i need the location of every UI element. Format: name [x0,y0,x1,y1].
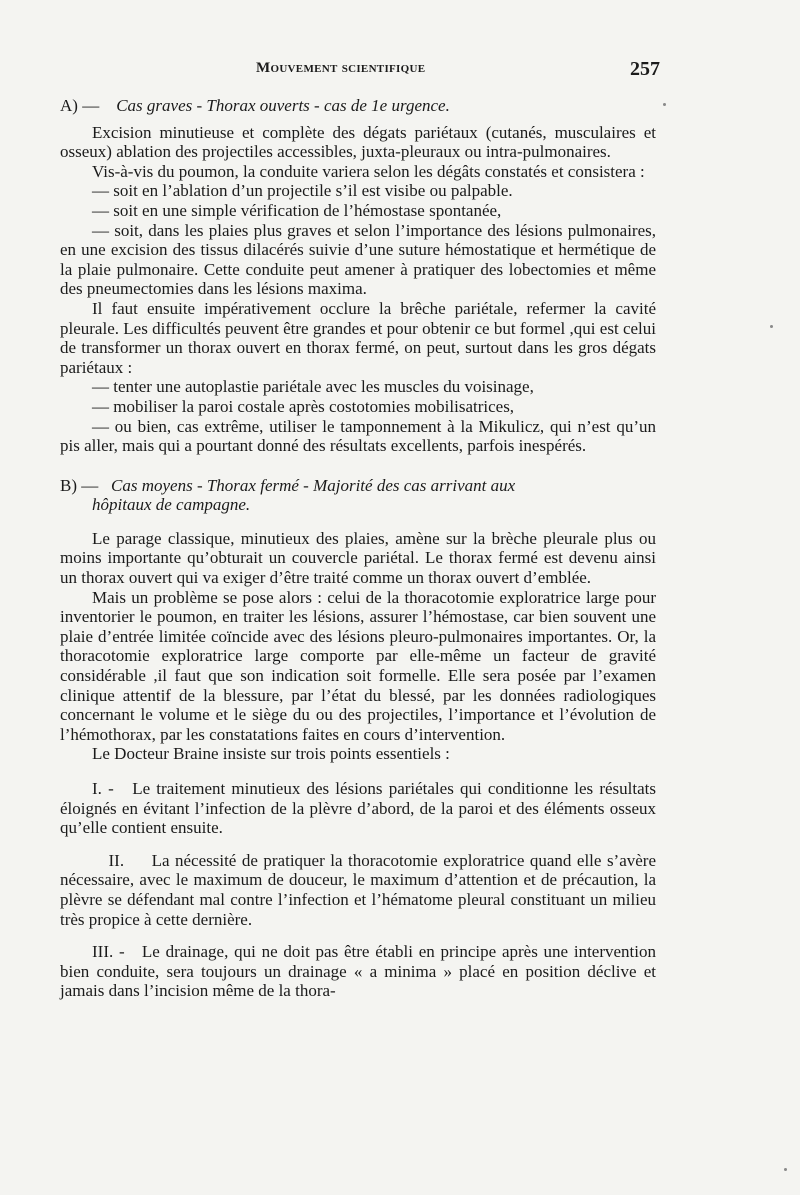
point-2-label: II. [108,850,125,870]
page-number: 257 [630,58,660,80]
paragraph: Excision minutieuse et complète des dégats pariétaux (cutanés, musculaires et osseux) ablation des projectiles accessibles, juxta-pleuraux ou intra-pulmonaires. [60,122,656,162]
list-item: — mobiliser la paroi costale après costotomies mobilisatrices, [92,396,515,416]
point-2-text: La nécessité de pratiquer la thoracotomie exploratrice quand elle s’avère nécessaire, avec le maximum de douceur, le maximum d’attention et de précaution, la plèvre se défendant mal contre l’infection et l’hématome pleural constituant un milieu très propice à cette dernière. [60,850,657,929]
section-b-label: B) — [60,475,99,495]
paragraph: Il faut ensuite impérativement occlure la brêche pariétale, refermer la cavité pleurale. Les difficultés peuvent être grandes et pour obtenir ce but formel ,qui est celui de transformer un thorax ouvert en thorax fermé, on peut, surtout dans les gros dégats pariétaux : [60,298,656,377]
point-1 [60,779,656,838]
paragraph: Le Docteur Braine insiste sur trois points essentiels : [92,744,450,764]
page-header [60,60,660,84]
section-a-title: Cas graves - Thorax ouverts - cas de 1e urgence. [116,96,450,115]
section-a-heading [60,96,656,116]
paragraph: Vis-à-vis du poumon, la conduite variera selon les dégâts constatés et consistera : [92,161,645,181]
speck-mark [784,1168,787,1171]
point-1-label: I. - [92,779,114,798]
speck-mark [663,103,666,106]
paragraph: Mais un problème se pose alors : celui de la thoracotomie exploratrice large pour inventorier le poumon, en traiter les lésions, assurer l’hémostase, car bien souvent une plaie d’entrée limitée coïncide avec des lésions pleuro-pulmonaires importantes. Or, la thoracotomie exploratrice large comporte par elle-même un facteur de gravité considérable ,il faut que son indication soit formelle. Elle sera posée par l’examen clinique attentif de la blessure, par l’état du blessé, par les données radiologiques concernant le volume et le siège du ou des projectiles, l’importance et l’évolution de l’hémothorax, par les constatations faites en cours d’intervention. [60,587,656,744]
list-item: — soit en l’ablation d’un projectile s’il est visibe ou palpable. [92,181,513,201]
point-2 [60,851,656,929]
point-3-label: III. - [92,942,125,962]
list-item: — soit, dans les plaies plus graves et selon l’importance des lésions pulmonaires, en une excision des tissus dilacérés suivie d’une suture hémostatique et hermétique de la plaie pulmonaire. Cette conduite peut amener à pratiquer des lobectomies et même des pneumectomies dans les lésions maxima. [60,220,656,299]
paragraph: Le parage classique, minutieux des plaies, amène sur la brèche pleurale plus ou moins importante qu’obturait un couvercle pariétal. Le thorax fermé est devenu ainsi un thorax ouvert qui va exiger d’être traité comme un thorax ouvert d’emblée. [60,528,656,588]
section-b-title-line1: Cas moyens - Thorax fermé - Majorité des cas arrivant aux [111,475,516,495]
section-b-title-line2: hôpitaux de campagne. [92,495,251,515]
running-title: Mouvement scientifique [256,60,426,76]
point-3 [60,942,656,1001]
list-item: — ou bien, cas extrême, utiliser le tamponnement à la Mikulicz, qui n’est qu’un pis aller, mais qui a pourtant donné des résultats excellents, parfois inespérés. [60,416,656,456]
section-b-heading [60,476,656,515]
section-a-label: A) — [60,96,100,115]
list-item: — soit en une simple vérification de l’hémostase spontanée, [92,200,502,220]
point-3-text: Le drainage, qui ne doit pas être établi en principe après une intervention bien conduite, sera toujours un drainage « a minima » placé en position déclive et jamais dans l’incision même de la thora- [60,942,656,1001]
list-item: — tenter une autoplastie pariétale avec les muscles du voisinage, [92,377,534,397]
body-text [60,96,656,1001]
speck-mark [770,325,773,328]
point-1-text: Le traitement minutieux des lésions pariétales qui conditionne les résultats éloignés en évitant l’infection de la plèvre d’abord, de la paroi et des éléments osseux qu’elle contient ensuite. [60,779,656,838]
